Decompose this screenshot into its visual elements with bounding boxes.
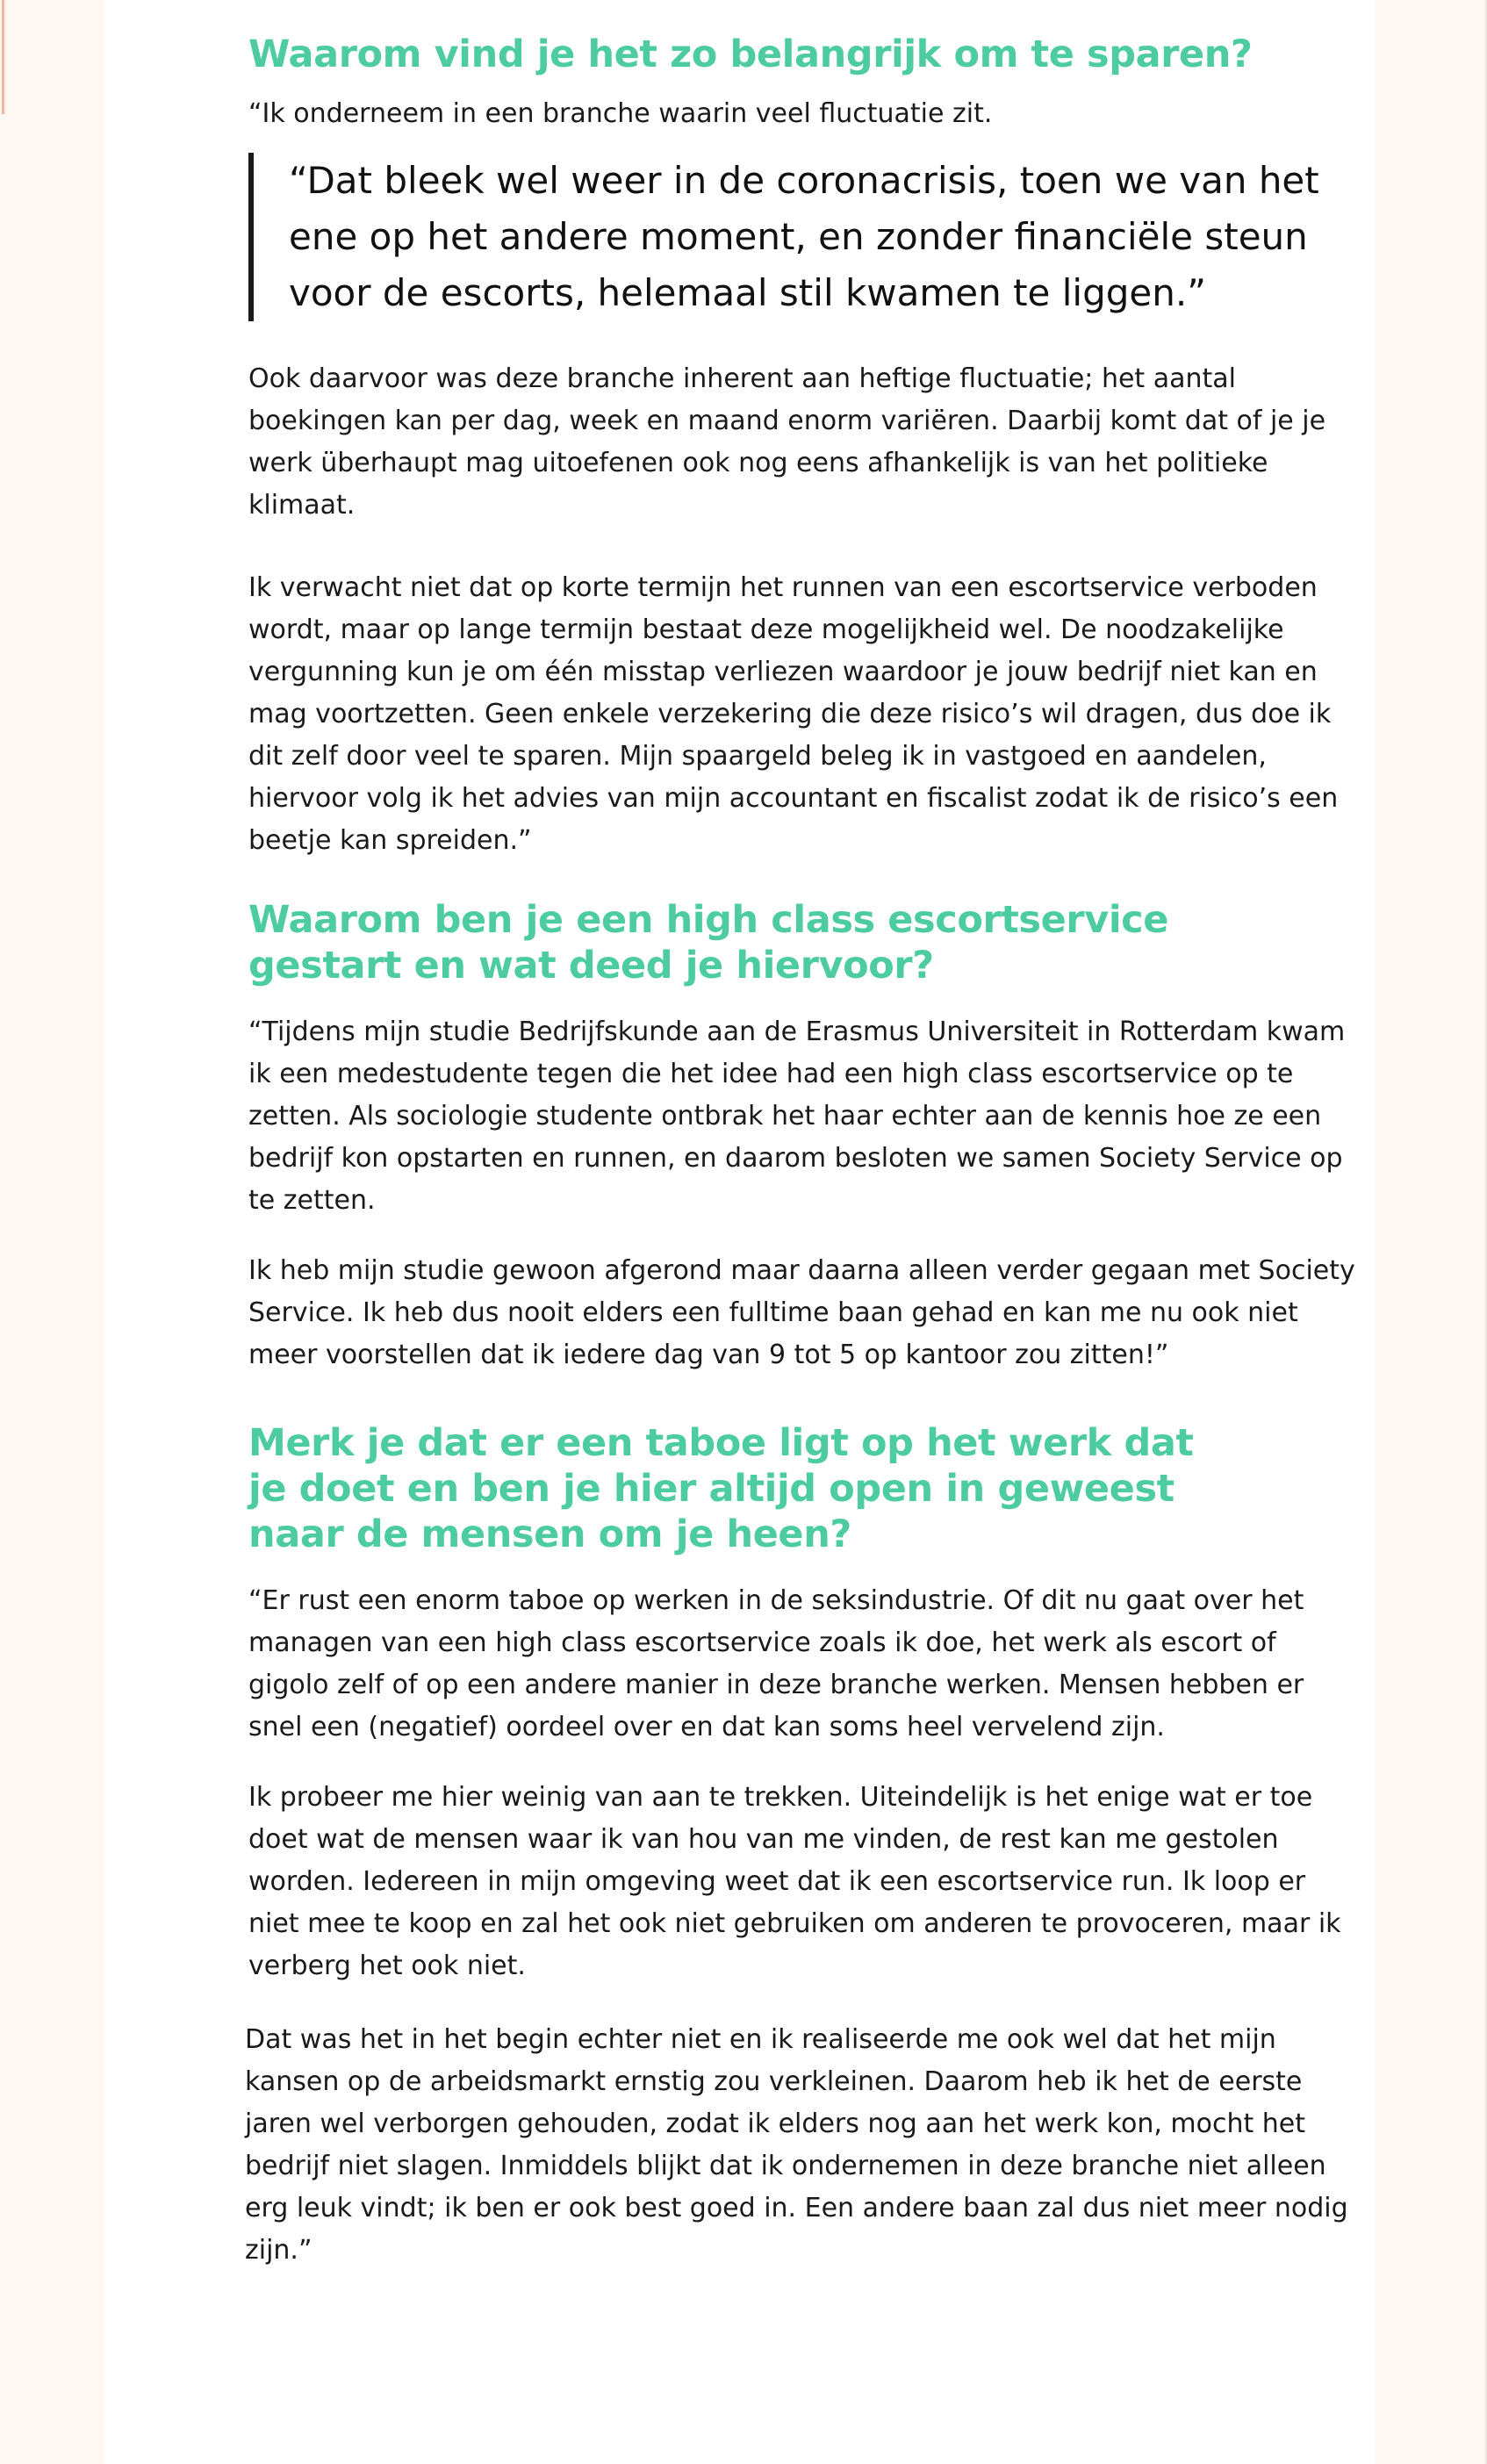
paragraph: Ik probeer me hier weinig van aan te trekken. Uiteindelijk is het enige wat er toe doet wat de mensen waar ik van hou van me vinden, de rest kan me gestolen worden. Iedereen in mijn omgeving weet dat ik een escortservice run. Ik loop er niet mee te koop en zal het ook niet gebruiken om anderen te provoceren, maar ik verberg het ook niet.: [248, 1782, 1341, 1981]
paragraph: “Tijdens mijn studie Bedrijfskunde aan de Erasmus Universiteit in Rotterdam kwam ik een medestudente tegen die het idee had een high class escortservice op te zetten. Als sociologie studente ontbrak het haar echter aan de kennis hoe ze een bedrijf kon opstarten en runnen, en daarom besloten we samen Society Service op te zetten.: [248, 1016, 1346, 1216]
paragraph: Dat was het in het begin echter niet en ik realiseerde me ook wel dat het mijn kansen op de arbeidsmarkt ernstig zou verkleinen. Daarom heb ik het de eerste jaren wel verborgen gehouden, zodat ik elders nog aan het werk kon, mocht het bedrijf niet slagen. Inmiddels blijkt dat ik ondernemen in deze branche niet alleen erg leuk vindt; ik ben er ook best goed in. Een andere baan zal dus niet meer nodig zijn.”: [245, 2024, 1348, 2266]
left-accent-line: [2, 0, 4, 114]
paragraph: “Er rust een enorm taboe op werken in de seksindustrie. Of dit nu gaat over het managen van een high class escortservice zoals ik doe, het werk als escort of gigolo zelf of op een andere manier in deze branche werken. Mensen hebben er snel een (negatief) oordeel over en dat kan soms heel vervelend zijn.: [248, 1585, 1304, 1742]
paragraph: Ik heb mijn studie gewoon afgerond maar daarna alleen verder gegaan met Society Service. Ik heb dus nooit elders een fulltime baan gehad en kan me nu ook niet meer voorstellen dat ik iedere dag van 9 tot 5 op kantoor zou zitten!”: [248, 1255, 1355, 1370]
pull-quote: [248, 153, 1359, 321]
page-content: [104, 0, 1375, 2464]
section-heading-saving: Waarom vind je het zo belangrijk om te sparen?: [248, 32, 1253, 76]
paragraph: “Ik onderneem in een branche waarin veel fluctuatie zit.: [248, 98, 993, 129]
article: [245, 0, 1359, 2272]
paragraph: Ook daarvoor was deze branche inherent aan heftige fluctuatie; het aantal boekingen kan per dag, week en maand enorm variëren. Daarbij komt dat of je je werk überhaupt mag uitoefenen ook nog eens afhankelijk is van het politieke klimaat.: [248, 363, 1326, 521]
pull-quote-text: “Dat bleek wel weer in de coronacrisis, toen we van het ene op het andere moment, en zonder financiële steun voor de escorts, helemaal stil kwamen te liggen.”: [289, 159, 1319, 314]
section-heading-start: Waarom ben je een high class escortservice gestart en wat deed je hiervoor?: [248, 898, 1169, 988]
section-heading-taboo: Merk je dat er een taboe ligt op het werk dat je doet en ben je hier altijd open in geweest naar de mensen om je heen?: [248, 1421, 1194, 1556]
paragraph: Ik verwacht niet dat op korte termijn het runnen van een escortservice verboden wordt, maar op lange termijn bestaat deze mogelijkheid wel. De noodzakelijke vergunning kun je om één misstap verliezen waardoor je jouw bedrijf niet kan en mag voortzetten. Geen enkele verzekering die deze risico’s wil dragen, dus doe ik dit zelf door veel te sparen. Mijn spaargeld beleg ik in vastgoed en aandelen, hiervoor volg ik het advies van mijn accountant en fiscalist zodat ik de risico’s een beetje kan spreiden.”: [248, 572, 1339, 856]
